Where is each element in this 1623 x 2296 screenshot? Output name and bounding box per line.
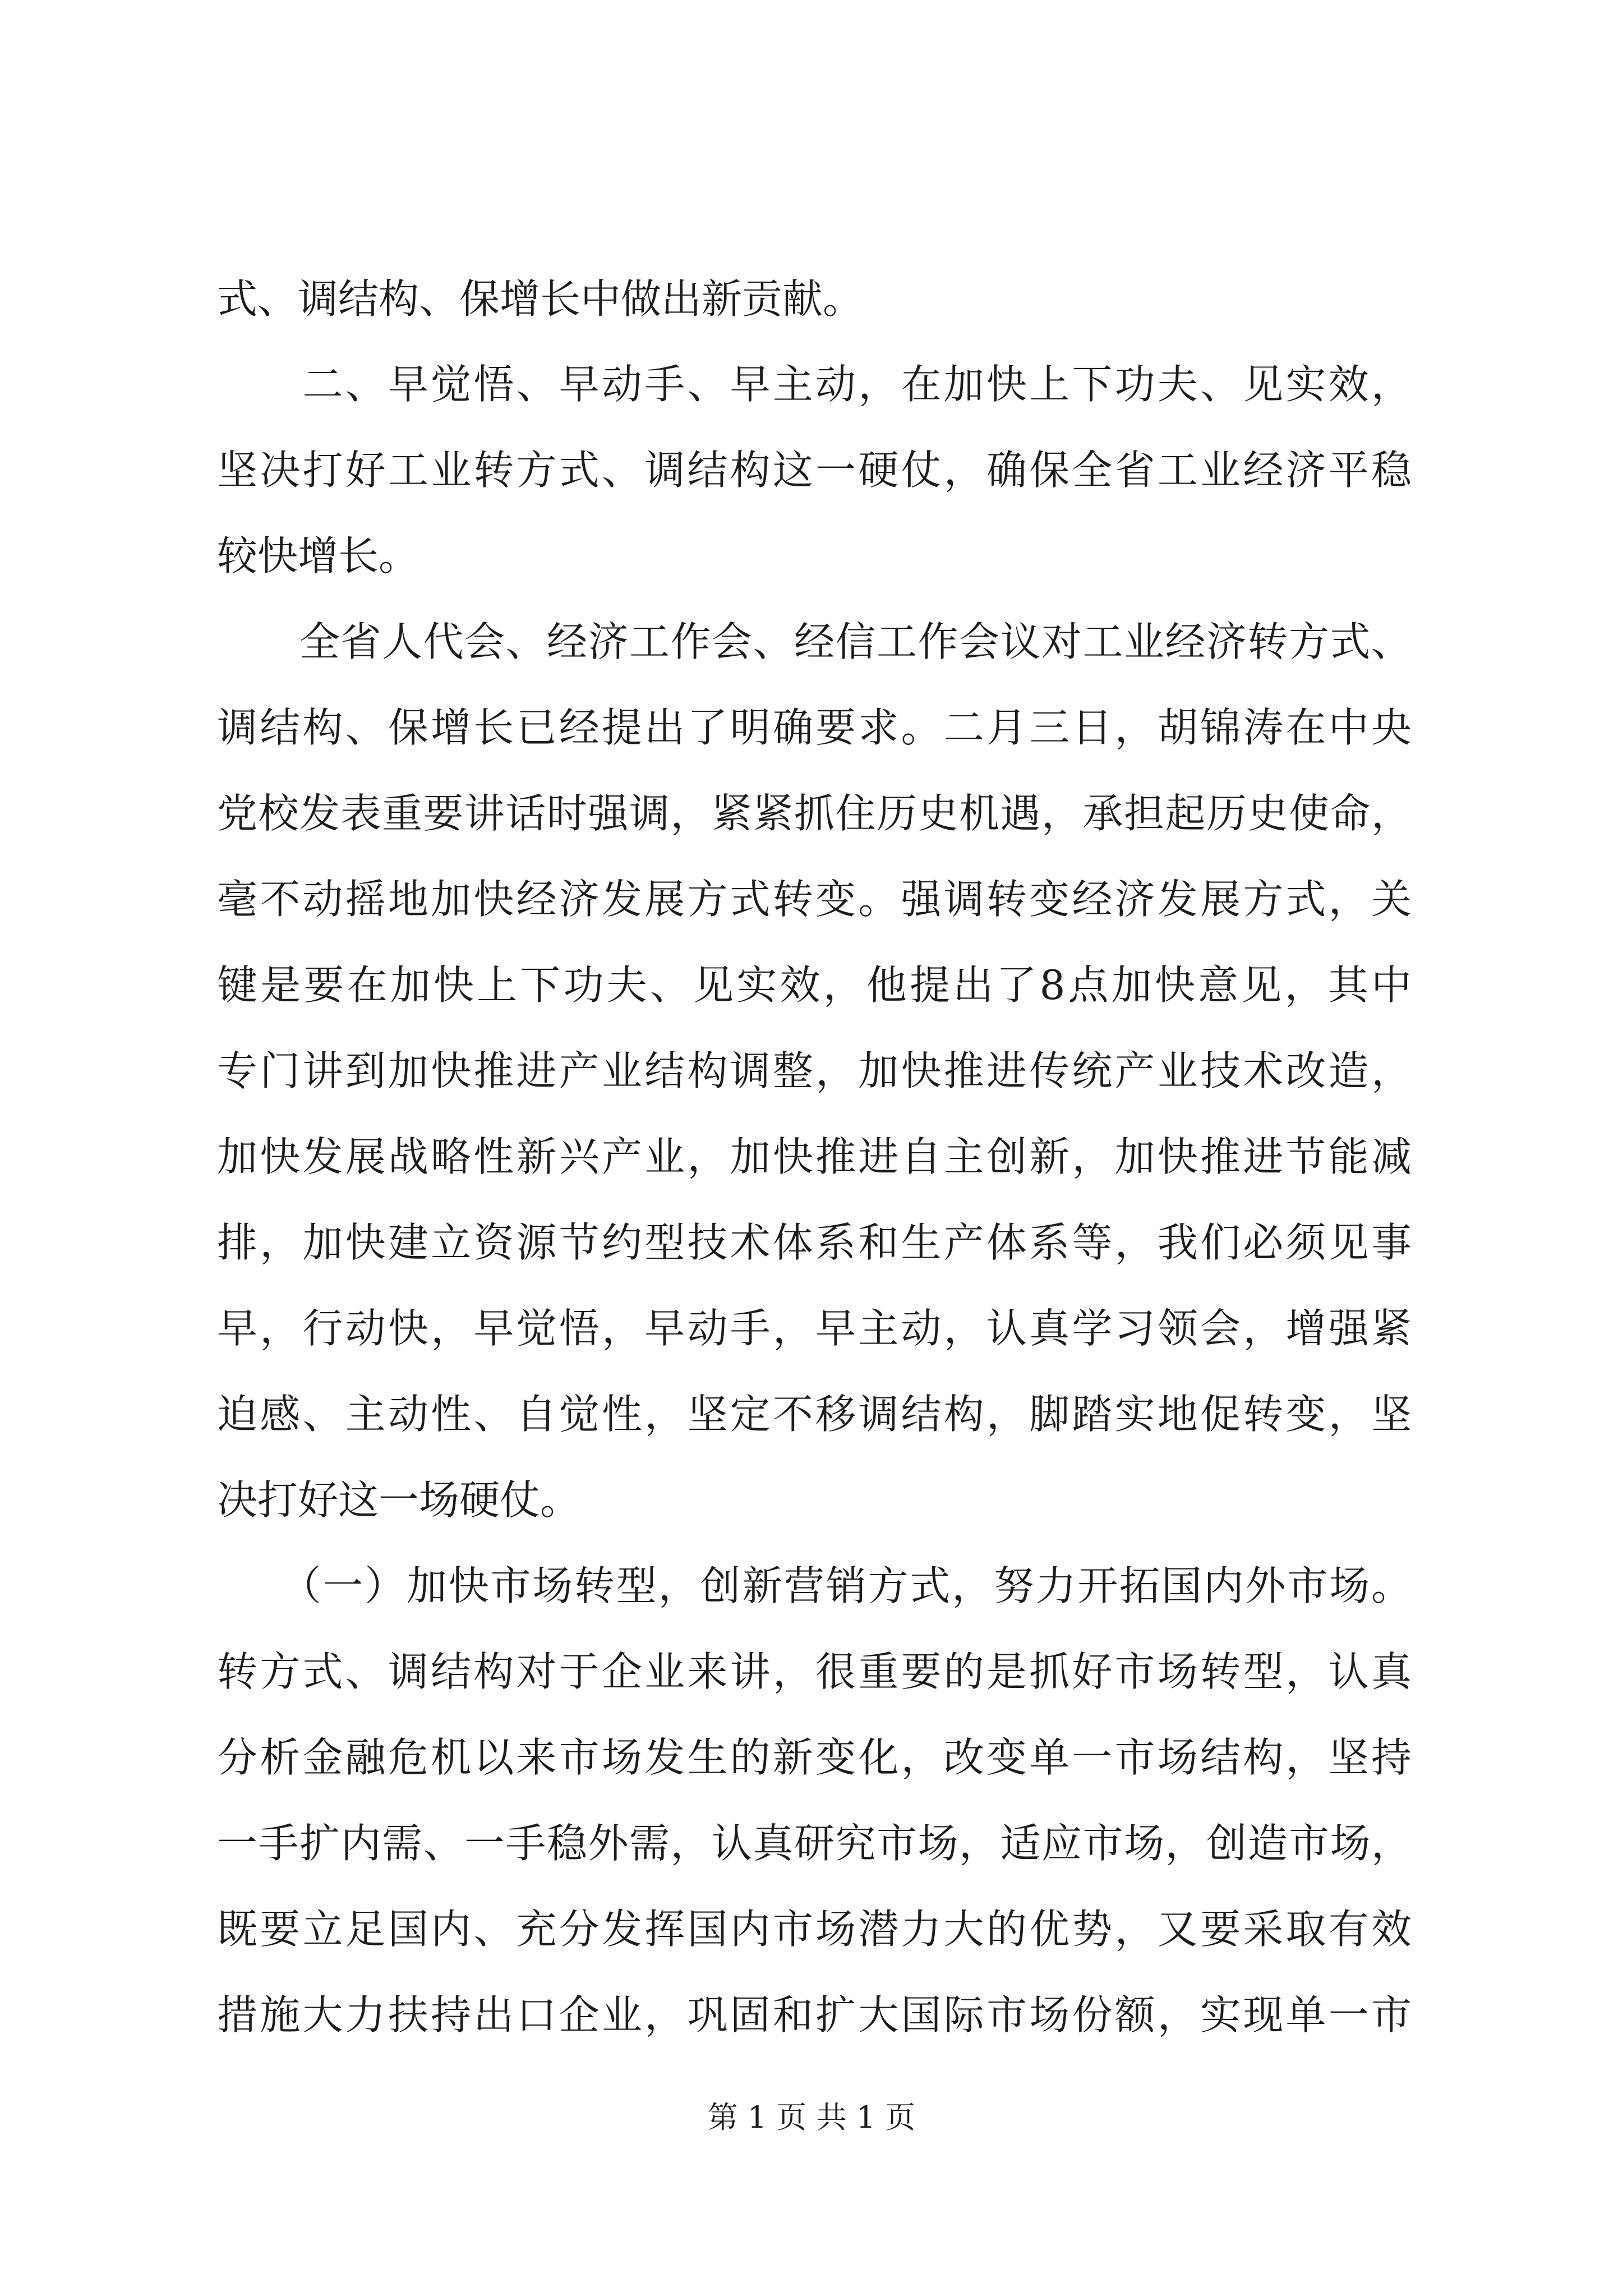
page-number-footer: 第 1 页 共 1 页 (707, 2100, 916, 2135)
body-line: 决打好这一场硬仗。 (217, 1476, 581, 1524)
body-line: 加快发展战略性新兴产业，加快推进自主创新，加快推进节能减 (217, 1133, 1412, 1180)
body-line: 坚决打好工业转方式、调结构这一硬仗，确保全省工业经济平稳 (217, 447, 1412, 494)
body-line: 调结构、保增长已经提出了明确要求。二月三日，胡锦涛在中央 (217, 704, 1412, 751)
body-line: 式、调结构、保增长中做出新贡献。 (217, 275, 864, 323)
body-line: 早，行动快，早觉悟，早动手，早主动，认真学习领会，增强紧 (217, 1305, 1412, 1352)
body-line: 党校发表重要讲话时强调，紧紧抓住历史机遇，承担起历史使命， (217, 790, 1412, 837)
body-line: 专门讲到加快推进产业结构调整，加快推进传统产业技术改造， (217, 1047, 1412, 1094)
body-line: 措施大力扶持出口企业，巩固和扩大国际市场份额，实现单一市 (217, 1991, 1412, 2039)
body-line: 键是要在加快上下功夫、见实效，他提出了8点加快意见，其中 (217, 961, 1412, 1009)
body-line: 排，加快建立资源节约型技术体系和生产体系等，我们必须见事 (217, 1219, 1412, 1266)
body-line: 既要立足国内、充分发挥国内市场潜力大的优势，又要采取有效 (217, 1906, 1412, 1953)
body-line: 转方式、调结构对于企业来讲，很重要的是抓好市场转型，认真 (217, 1648, 1412, 1695)
body-line: 一手扩内需、一手稳外需，认真研究市场，适应市场，创造市场， (217, 1820, 1412, 1867)
body-line: 较快增长。 (217, 532, 419, 579)
body-line: 分析金融危机以来市场发生的新变化，改变单一市场结构，坚持 (217, 1734, 1412, 1781)
body-line: 二、早觉悟、早动手、早主动，在加快上下功夫、见实效， (217, 361, 1412, 408)
body-line: （一）加快市场转型，创新营销方式，努力开拓国内外市场。 (217, 1562, 1412, 1609)
body-line: 毫不动摇地加快经济发展方式转变。强调转变经济发展方式，关 (217, 876, 1412, 923)
body-line: 迫感、主动性、自觉性，坚定不移调结构，脚踏实地促转变，坚 (217, 1391, 1412, 1438)
body-line: 全省人代会、经济工作会、经信工作会议对工业经济转方式、 (217, 618, 1412, 665)
